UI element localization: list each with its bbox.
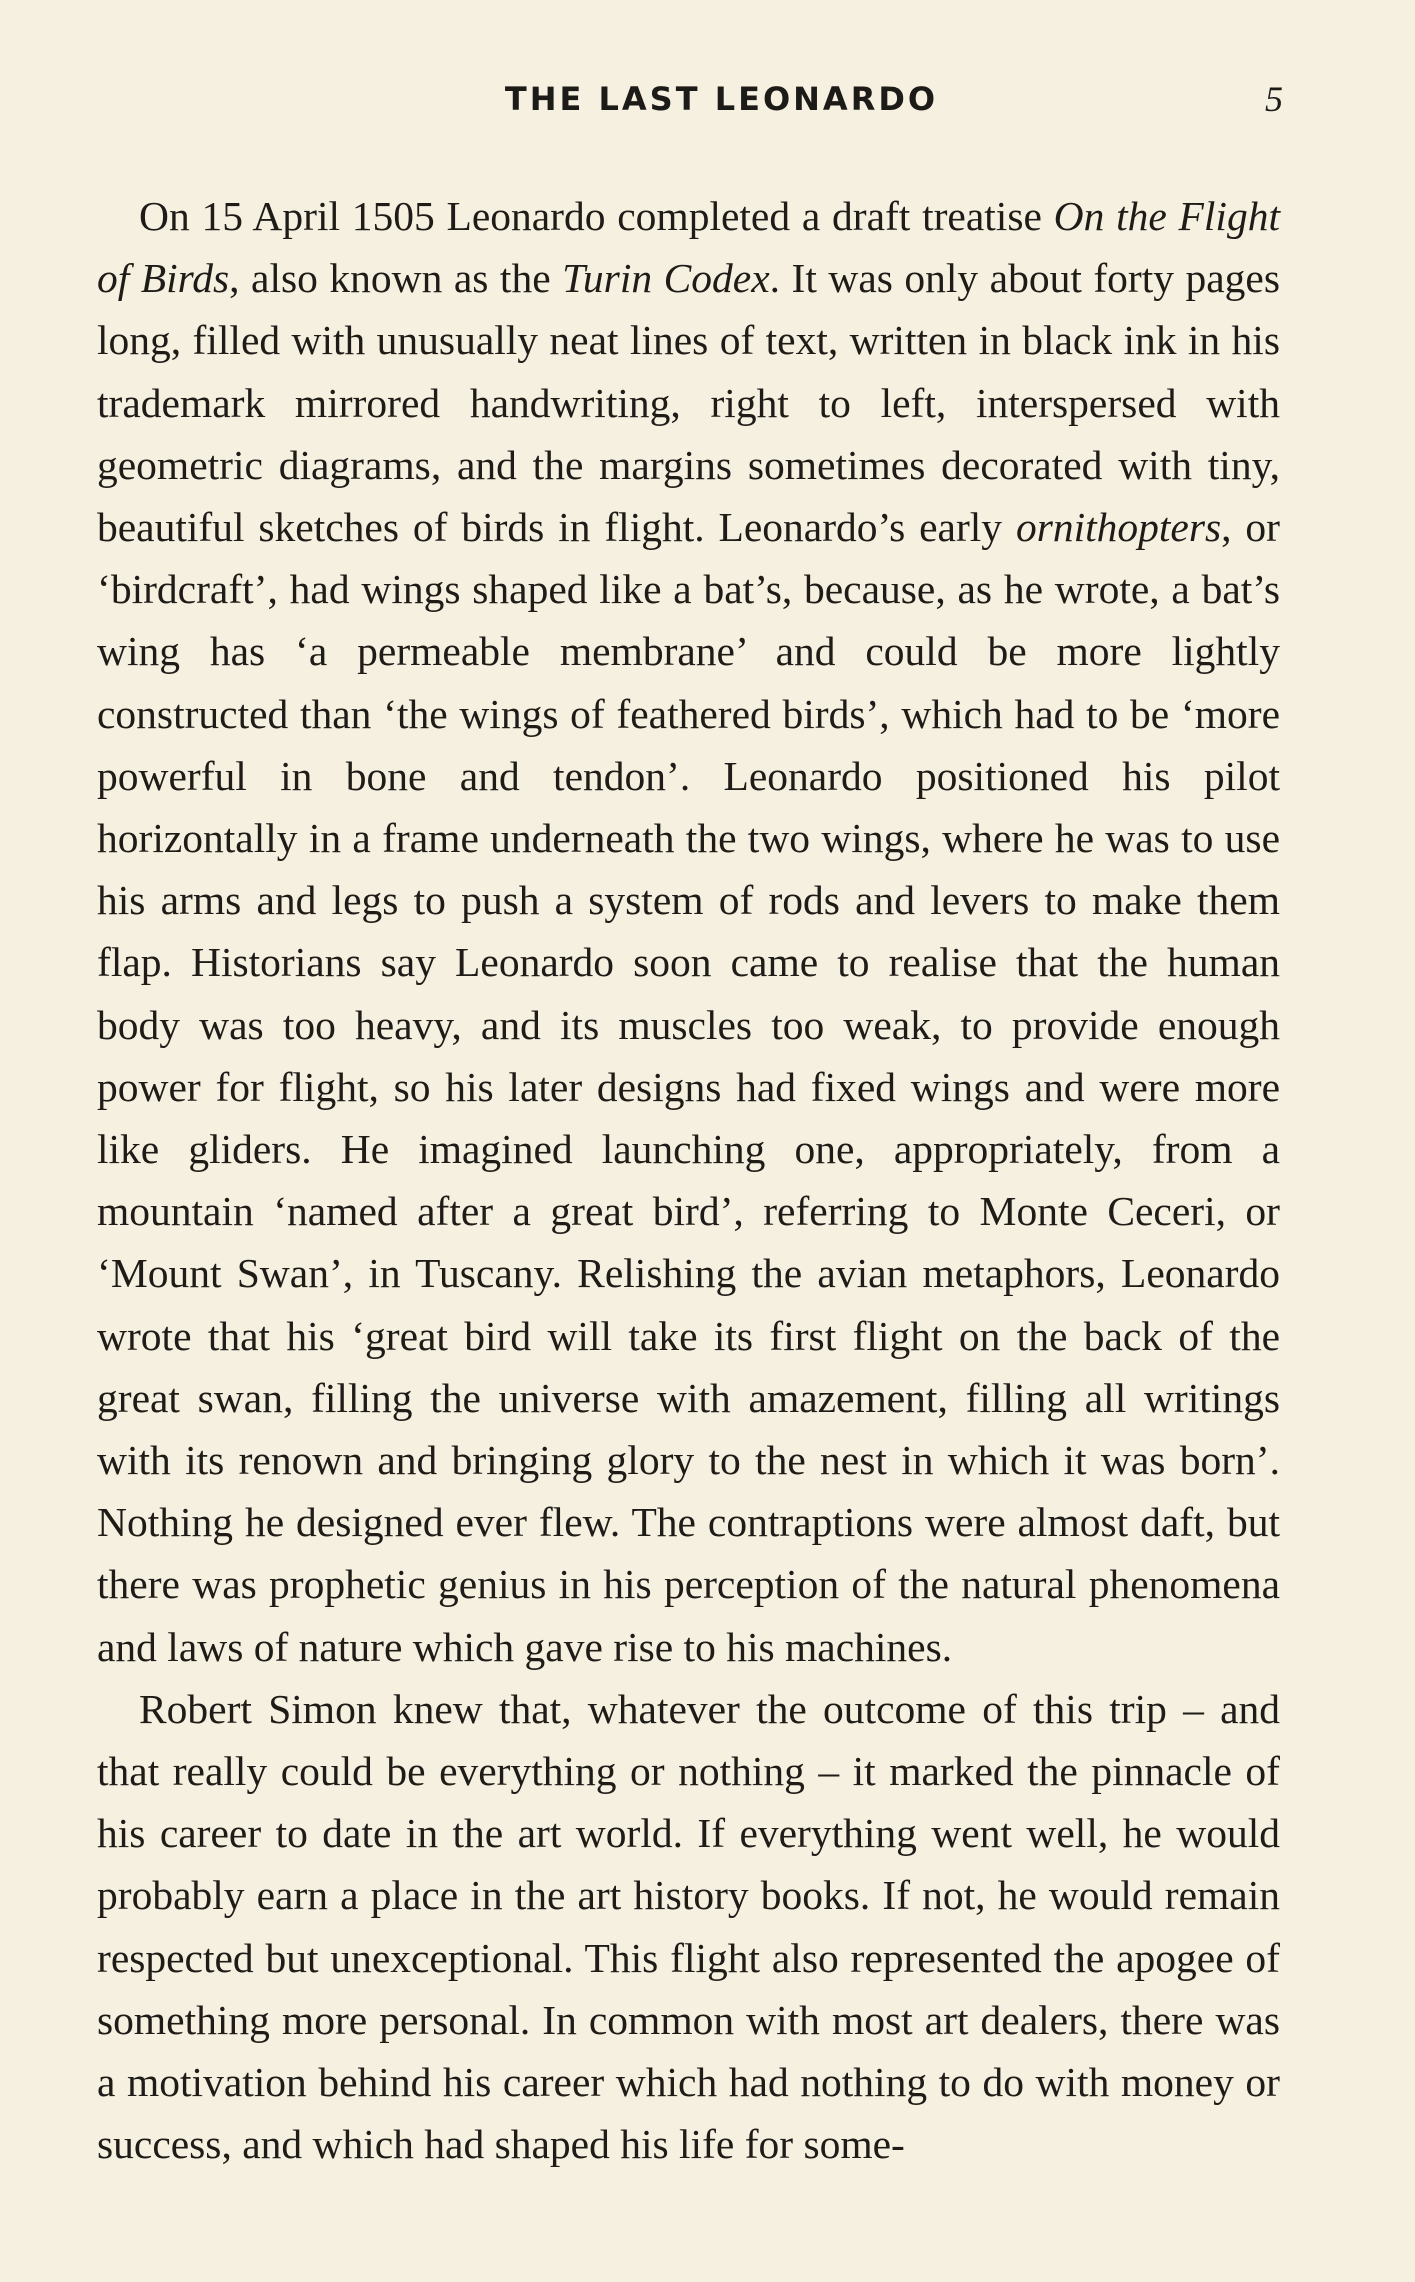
text-run: , also known as the — [229, 255, 563, 302]
italic-title-run: Turin Codex — [562, 255, 770, 302]
running-head — [0, 72, 1415, 132]
text-run: On 15 April 1505 Leonardo completed a draft treatise — [139, 193, 1054, 239]
body-text — [97, 185, 1280, 2176]
text-run: Robert Simon knew that, whatever the outcome of this trip – and that really could be everything or nothing – it marked the pinnacle of his career to date in the art world. If everything went well, he would probably earn a place in the art history books. If not, he would remain respected but unexceptional. This flight also represented the apogee of something more personal. In common with most art dealers, there was a motivation behind his career which had nothing to do with money or success, and which had shaped his life for some- — [97, 1685, 1280, 2168]
paragraph-1 — [97, 185, 1280, 1678]
running-title: THE LAST LEONARDO — [504, 80, 939, 118]
text-run: . It was only about forty pages long, filled with unusually neat lines of text, written in black ink in his trademark mirrored handwriting, right to left, interspersed with geometric diagrams, and the margins sometimes decorated with tiny, beautiful sketches of birds in flight. Leonardo’s early — [97, 255, 1281, 551]
italic-title-run: On the Flight of Birds — [97, 193, 1280, 302]
page-number: 5 — [1265, 79, 1283, 119]
text-run: , or ‘birdcraft’, had wings shaped like a bat’s, because, as he wrote, a bat’s wing has ‘a permeable membrane’ and could be more lightly constructed than ‘the wings of feathered birds’, which had to be ‘more powerful in bone and tendon’. Leonardo positioned his pilot horizontally in a frame underneath the two wings, where he was to use his arms and legs to push a system of rods and levers to make them flap. Historians say Leonardo soon came to realise that the human body was too heavy, and its muscles too weak, to provide enough power for flight, so his later designs had fixed wings and were more like gliders. He imagined launching one, appropriately, from a mountain ‘named after a great bird’, referring to Monte Ceceri, or ‘Mount Swan’, in Tuscany. Relishing the avian metaphors, Leonardo wrote that his ‘great bird will take its first flight on the back of the great swan, filling the universe with amazement, filling all writings with its renown and bringing glory to the nest in which it was born’. Nothing he designed ever flew. The contraptions were almost daft, but there was prophetic genius in his perception of the natural phenomena and laws of nature which gave rise to his machines. — [97, 504, 1280, 1670]
paragraph-2 — [97, 1678, 1280, 2176]
italic-title-run: ornithopters — [1015, 504, 1222, 551]
